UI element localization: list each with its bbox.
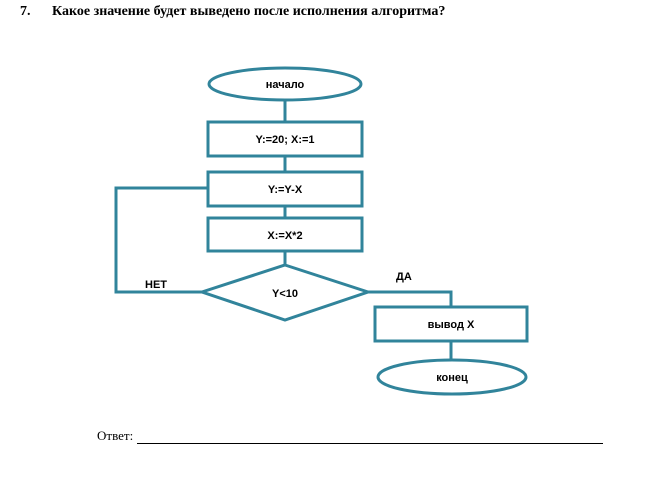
answer-row bbox=[97, 428, 603, 444]
step1-label: Y:=Y-X bbox=[267, 184, 303, 196]
output-label: вывод X bbox=[427, 319, 475, 331]
answer-label: Ответ: bbox=[97, 428, 134, 443]
no-branch-label: НЕТ bbox=[145, 279, 167, 291]
question-text: Какое значение будет выведено после исполнения алгоритма? bbox=[52, 4, 446, 19]
answer-field[interactable] bbox=[137, 429, 603, 444]
question-number: 7. bbox=[20, 4, 31, 19]
end-label: конец bbox=[436, 372, 468, 384]
init-label: Y:=20; X:=1 bbox=[255, 134, 315, 146]
connector-no-loop bbox=[116, 188, 208, 292]
connector-yes-branch bbox=[368, 292, 451, 307]
start-label: начало bbox=[265, 79, 305, 91]
yes-branch-label: ДА bbox=[396, 271, 412, 283]
step2-label: X:=X*2 bbox=[267, 230, 303, 242]
condition-label: Y<10 bbox=[272, 288, 298, 300]
